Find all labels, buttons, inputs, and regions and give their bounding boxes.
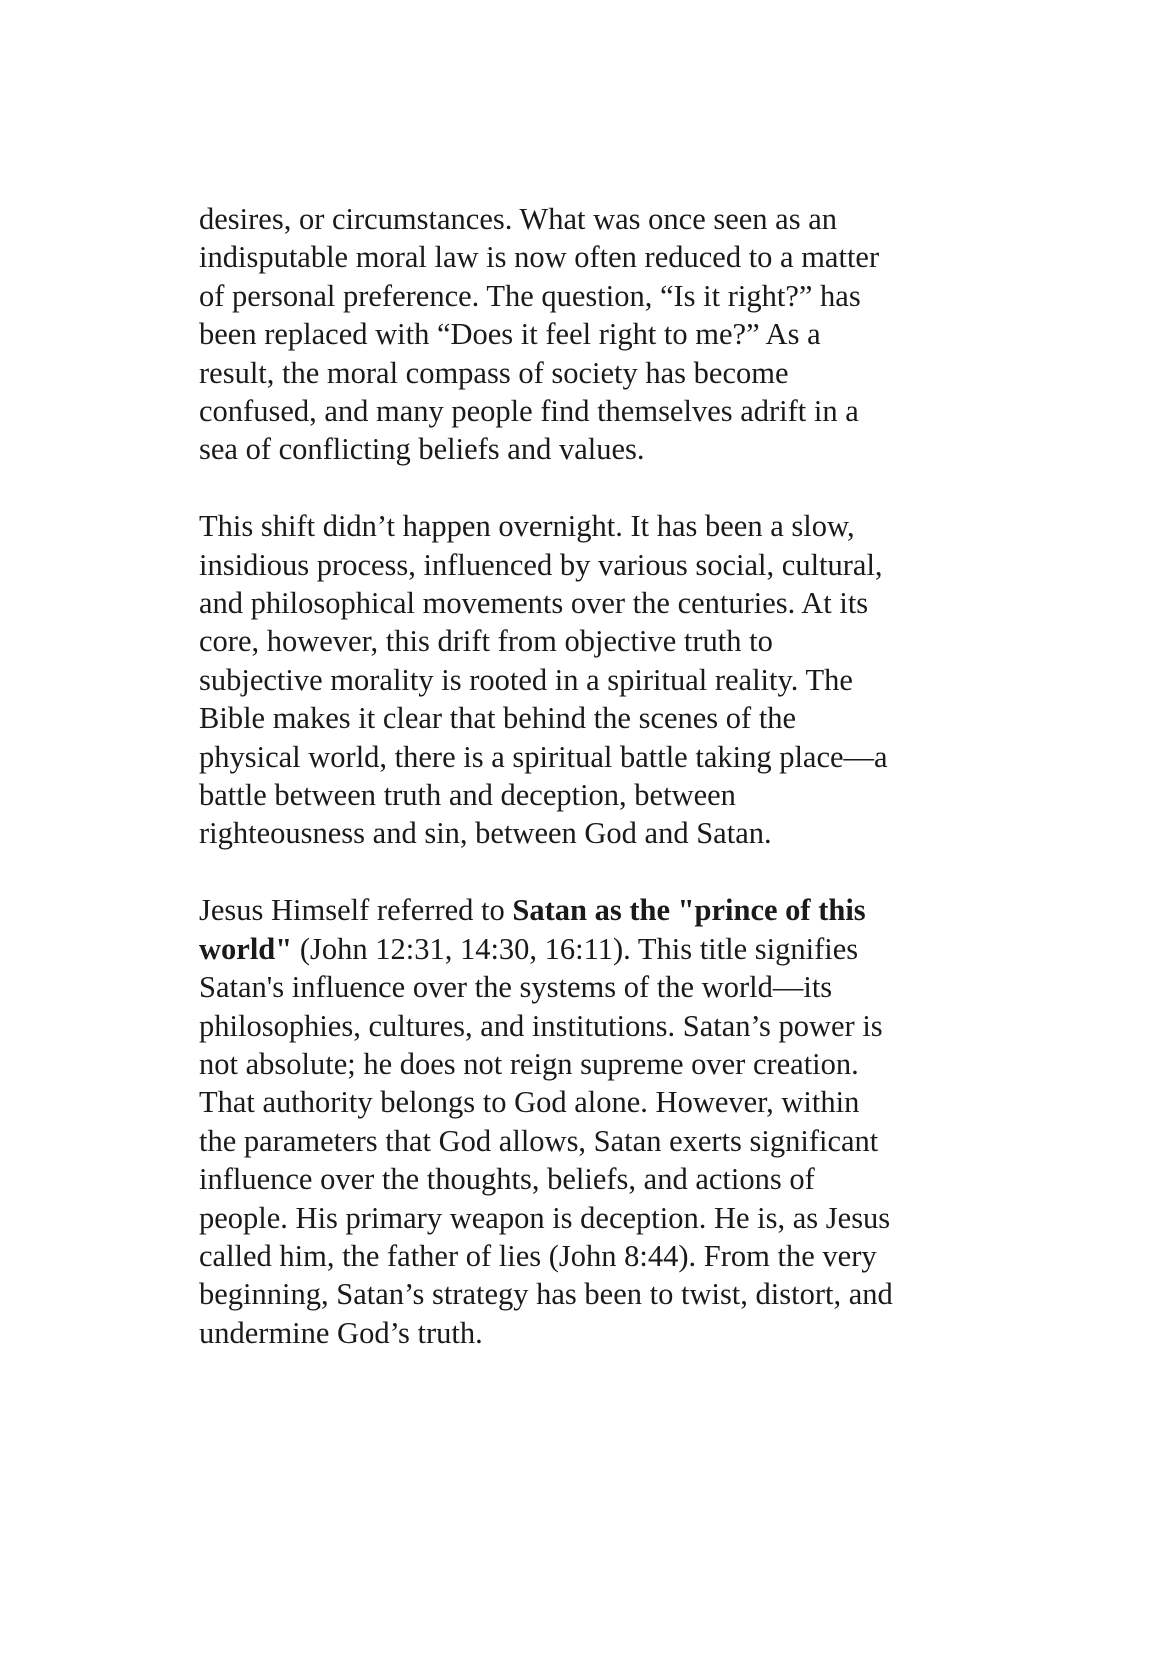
text-line: That authority belongs to God alone. However, within — [199, 1085, 860, 1120]
text-line: righteousness and sin, between God and Satan. — [199, 816, 772, 851]
text-line: people. His primary weapon is deception. He is, as Jesus — [199, 1200, 891, 1235]
paragraph-3 — [199, 891, 999, 1352]
bold-text: world" — [199, 931, 293, 966]
text-line: result, the moral compass of society has become — [199, 355, 789, 390]
text-line: Satan's influence over the systems of the world—its — [199, 970, 833, 1005]
text-line: and philosophical movements over the centuries. At its — [199, 586, 869, 621]
text-line: confused, and many people find themselves adrift in a — [199, 394, 859, 429]
paragraph-2 — [199, 507, 999, 853]
text-line: core, however, this drift from objective truth to — [199, 624, 773, 659]
text-line: Bible makes it clear that behind the scenes of the — [199, 701, 797, 736]
text-line: This shift didn’t happen overnight. It has been a slow, — [199, 509, 855, 544]
text-line: beginning, Satan’s strategy has been to twist, distort, and — [199, 1277, 893, 1312]
text-line: the parameters that God allows, Satan exerts significant — [199, 1123, 879, 1158]
paragraph-1 — [199, 200, 999, 469]
text-line: of personal preference. The question, “Is it right?” has — [199, 278, 861, 313]
text-line: desires, or circumstances. What was once seen as an — [199, 202, 837, 236]
body-text — [199, 200, 999, 1391]
bold-text: Satan as the "prince of this — [512, 893, 866, 928]
text-line: called him, the father of lies (John 8:44). From the very — [199, 1238, 877, 1273]
text-line: sea of conflicting beliefs and values. — [199, 432, 645, 467]
text-line: indisputable moral law is now often reduced to a matter — [199, 240, 880, 275]
text-line: been replaced with “Does it feel right to me?” As a — [199, 317, 821, 352]
text-line: subjective morality is rooted in a spiritual reality. The — [199, 662, 853, 697]
text-line — [199, 930, 999, 968]
text-line — [199, 891, 999, 929]
text-line: influence over the thoughts, beliefs, and actions of — [199, 1162, 815, 1197]
text-line: philosophies, cultures, and institutions. Satan’s power is — [199, 1008, 883, 1043]
text-line: not absolute; he does not reign supreme over creation. — [199, 1046, 859, 1081]
text-line: battle between truth and deception, between — [199, 778, 736, 813]
text-line: undermine God’s truth. — [199, 1315, 483, 1350]
text-line: insidious process, influenced by various social, cultural, — [199, 547, 883, 582]
text-line: physical world, there is a spiritual battle taking place—a — [199, 739, 888, 774]
plain-text: Jesus Himself referred to — [199, 893, 513, 928]
plain-text: (John 12:31, 14:30, 16:11). This title signifies — [292, 931, 859, 966]
